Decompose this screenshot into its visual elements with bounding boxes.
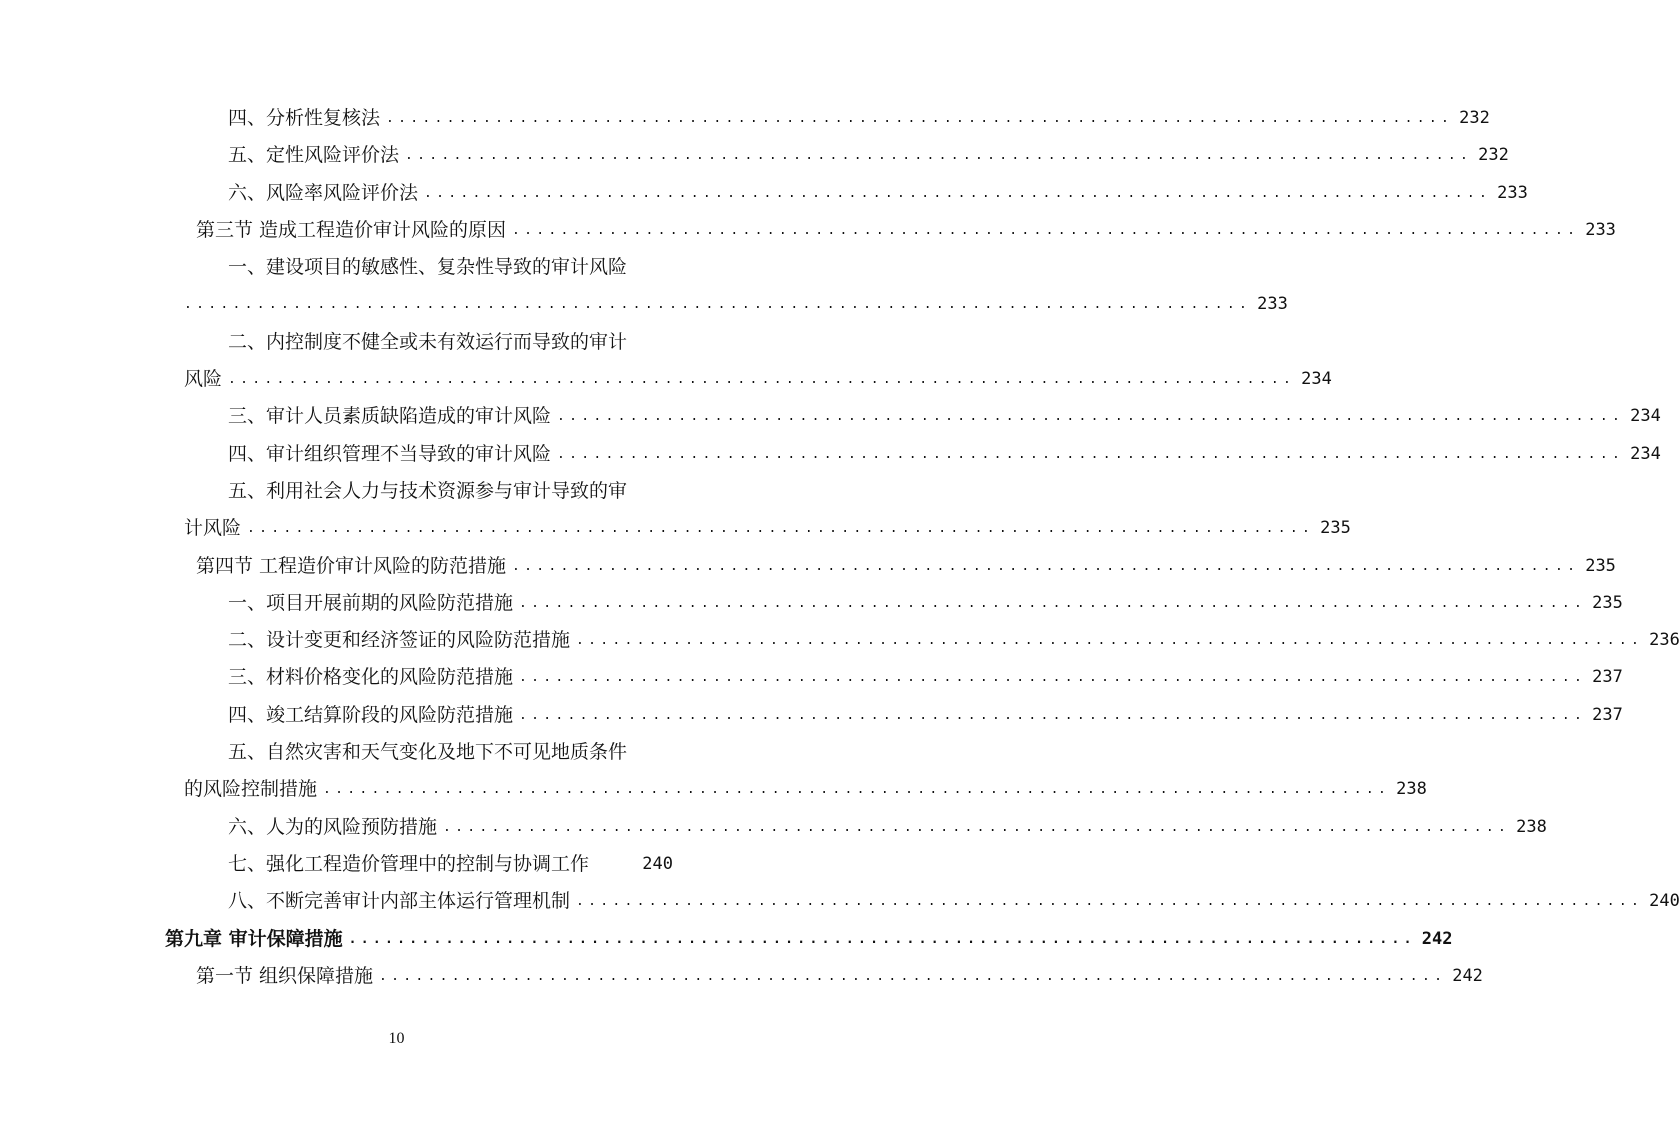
toc-entry-page: 242 xyxy=(1452,965,1483,986)
toc-entry-title-cont: 计风险 xyxy=(184,517,242,540)
toc-entry-title: 第一节 组织保障措施 xyxy=(196,964,374,987)
toc-entry-page: 232 xyxy=(1478,145,1509,166)
toc-entry-title: 四、分析性复核法 xyxy=(228,107,381,129)
toc-entry-page: 238 xyxy=(1396,779,1427,800)
toc-entry xyxy=(0,175,1528,212)
toc-entry-page: 236 xyxy=(1649,630,1680,651)
toc-entry-page: 237 xyxy=(1592,704,1623,725)
toc-entry-line2 xyxy=(0,510,1351,547)
dot-leader: ........................................................................................ xyxy=(557,409,1625,425)
dot-leader: ........................................................................................ xyxy=(557,446,1625,462)
toc-entry-title: 二、设计变更和经济签证的风险防范措施 xyxy=(228,629,571,652)
dot-leader: ........................................................................................ xyxy=(405,148,1473,164)
toc-entry-title: 一、建设项目的敏感性、复杂性导致的审计风险 xyxy=(228,256,628,279)
toc-entry-title-cont: 风险 xyxy=(184,368,223,391)
toc-entry-page: 235 xyxy=(1592,592,1623,613)
toc-entry-title: 八、不断完善审计内部主体运行管理机制 xyxy=(228,890,571,913)
dot-leader: ........................................................................................ xyxy=(519,670,1587,686)
toc-entry-title: 第九章 审计保障措施 xyxy=(165,927,343,950)
toc-entry-title: 三、审计人员素质缺陷造成的审计风险 xyxy=(228,405,552,428)
toc-entry-title: 一、项目开展前期的风险防范措施 xyxy=(228,591,514,614)
toc-entry-line2 xyxy=(0,361,1332,398)
toc-entry-page: 233 xyxy=(1497,182,1528,203)
toc-entry-line1 xyxy=(0,249,793,286)
toc-entry xyxy=(0,622,1680,659)
toc-entry xyxy=(0,846,793,883)
toc-entry-page: 233 xyxy=(1257,294,1288,315)
dot-leader: ........................................................................................ xyxy=(512,558,1580,574)
toc-entry-title: 五、定性风险评价法 xyxy=(228,144,400,167)
table-of-contents xyxy=(0,100,1680,995)
toc-entry-title: 五、利用社会人力与技术资源参与审计导致的审 xyxy=(228,479,628,502)
toc-entry-page: 234 xyxy=(1630,443,1661,464)
toc-entry-page: 240 xyxy=(1649,891,1680,912)
toc-entry xyxy=(0,659,1623,696)
toc-entry-page: 235 xyxy=(1585,555,1616,576)
dot-leader: ........................................................................................ xyxy=(519,595,1587,611)
dot-leader: ........................................................................................ xyxy=(379,968,1447,984)
toc-entry xyxy=(0,100,1490,137)
toc-entry xyxy=(0,436,1661,473)
dot-leader: ........................................................................................ xyxy=(576,633,1644,649)
page-number: 10 xyxy=(388,1030,405,1047)
toc-entry-title: 六、风险率风险评价法 xyxy=(228,181,419,204)
toc-entry-title: 第三节 造成工程造价审计风险的原因 xyxy=(196,218,507,241)
toc-entry xyxy=(0,398,1661,435)
dot-leader: ........................................................................................ xyxy=(348,931,1416,947)
toc-entry-page: 233 xyxy=(1585,219,1616,240)
toc-entry xyxy=(0,585,1623,622)
toc-entry xyxy=(0,137,1509,174)
toc-entry-page: 234 xyxy=(1301,369,1332,390)
toc-entry-title: 五、自然灾害和天气变化及地下不可见地质条件 xyxy=(228,741,628,764)
toc-section-entry xyxy=(0,958,1483,995)
dot-leader: ........................................................................................ xyxy=(424,185,1492,201)
toc-entry-title: 四、审计组织管理不当导致的审计风险 xyxy=(228,442,552,465)
dot-leader: ........................................................................................ xyxy=(228,372,1296,388)
dot-leader: ........................................................................................ xyxy=(386,111,1454,126)
toc-entry-line1 xyxy=(0,473,793,510)
dot-leader: ........................................................................................ xyxy=(512,222,1580,238)
toc-entry-page: 240 xyxy=(642,853,673,874)
toc-entry xyxy=(0,809,1547,846)
dot-leader: ........................................................................................ xyxy=(576,894,1644,910)
dot-leader: ........................................................................................ xyxy=(323,782,1391,798)
toc-entry-title: 七、强化工程造价管理中的控制与协调工作 xyxy=(228,852,590,875)
toc-entry-page: 238 xyxy=(1516,816,1547,837)
dot-leader: ........................................................................................ xyxy=(519,707,1587,723)
toc-entry xyxy=(0,697,1623,734)
toc-chapter-entry xyxy=(0,921,1453,958)
toc-entry-page: 237 xyxy=(1592,667,1623,688)
toc-section-entry xyxy=(0,548,1616,585)
toc-entry-line2 xyxy=(0,286,1288,323)
toc-entry-title-cont: 的风险控制措施 xyxy=(184,778,318,801)
toc-entry-title: 二、内控制度不健全或未有效运行而导致的审计 xyxy=(228,330,628,353)
toc-section-entry xyxy=(0,212,1616,249)
toc-entry xyxy=(0,883,1680,920)
toc-entry-title: 三、材料价格变化的风险防范措施 xyxy=(228,666,514,689)
toc-entry-title: 第四节 工程造价审计风险的防范措施 xyxy=(196,554,507,577)
toc-entry-line1 xyxy=(0,324,793,361)
dot-leader: ........................................................................................ xyxy=(247,521,1315,537)
toc-entry-page: 235 xyxy=(1320,518,1351,539)
dot-leader: ........................................................................................ xyxy=(443,819,1511,835)
toc-entry-title: 六、人为的风险预防措施 xyxy=(228,815,438,838)
dot-leader: ........................................................................................ xyxy=(184,297,1252,313)
toc-entry-title: 四、竣工结算阶段的风险防范措施 xyxy=(228,703,514,726)
toc-entry-line1 xyxy=(0,734,793,771)
toc-entry-page: 232 xyxy=(1459,108,1490,128)
toc-entry-page: 242 xyxy=(1421,928,1453,949)
toc-entry-page: 234 xyxy=(1630,406,1661,427)
toc-entry-line2 xyxy=(0,771,1427,808)
